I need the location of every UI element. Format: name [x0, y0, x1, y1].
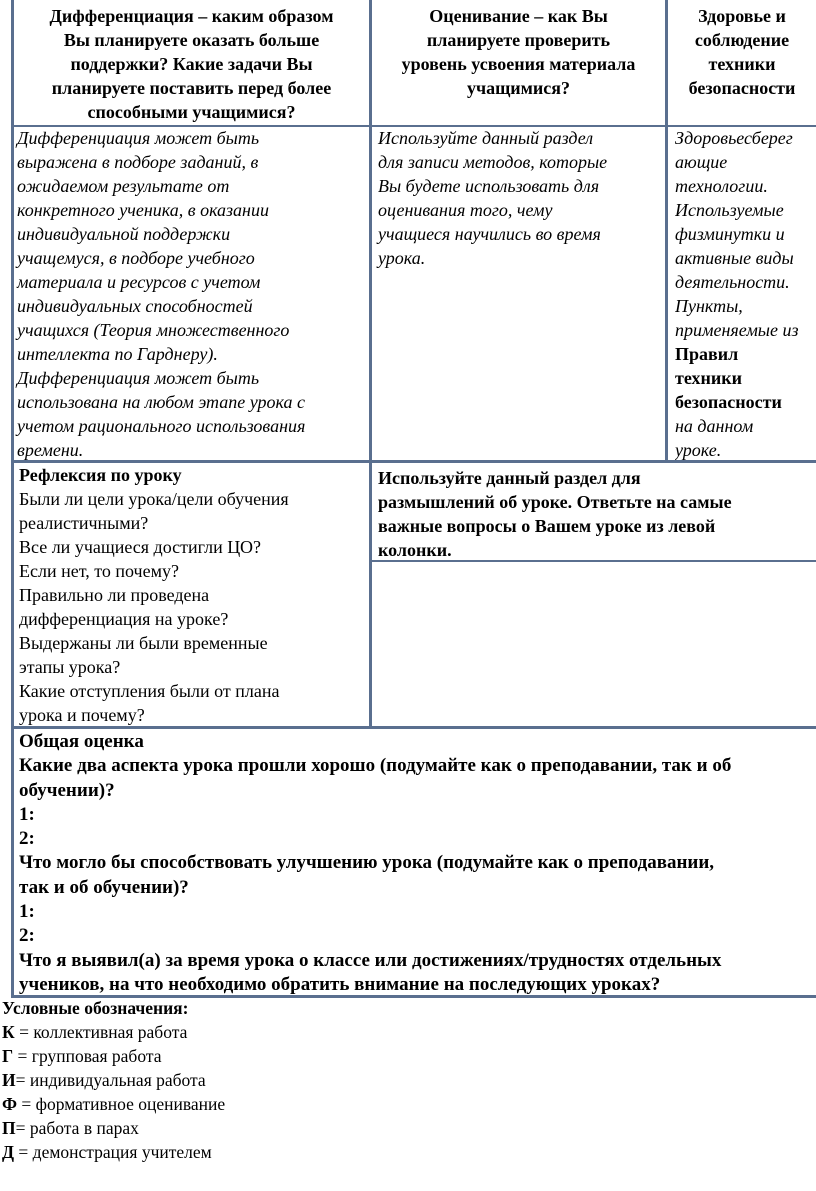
safety-rules-line: техники — [675, 368, 742, 388]
reflection-question-line: урока и почему? — [19, 705, 145, 725]
legend-item — [2, 1092, 802, 1116]
legend-item — [2, 1020, 802, 1044]
legend-text: = индивидуальная работа — [15, 1070, 206, 1090]
text-line: деятельности. — [675, 272, 790, 292]
reflection-question-line: Все ли учащиеся достигли ЦО? — [19, 537, 261, 557]
reflection-questions — [19, 463, 369, 727]
text-line: учащихся (Теория множественного — [17, 320, 290, 340]
legend-key: К — [2, 1022, 15, 1042]
safety-rules-line: Правил — [675, 344, 739, 364]
instruction-line: Используйте данный раздел для — [378, 468, 641, 488]
reflection-question-line: Если нет, то почему? — [19, 561, 179, 581]
reflection-question-line: этапы урока? — [19, 657, 121, 677]
text-line: индивидуальной поддержки — [17, 224, 231, 244]
text-line: ожидаемом результате от — [17, 176, 230, 196]
general-evaluation — [19, 730, 816, 997]
text-line: материала и ресурсов с учетом — [17, 272, 261, 292]
text-line: Дифференциация может быть — [17, 368, 260, 388]
general-question-line: Какие два аспекта урока прошли хорошо (подумайте как о преподавании, так и об — [19, 755, 732, 777]
text-line: уроке. — [675, 440, 722, 460]
differentiation-description — [17, 126, 367, 462]
header-col3-line: безопасности — [688, 78, 796, 98]
header-differentiation — [14, 4, 369, 124]
header-col1-line: Вы планируете оказать больше — [63, 30, 320, 50]
general-question-line: Что я выявил(а) за время урока о классе или достижениях/трудностях отдельных — [19, 949, 722, 971]
text-line: учетом рационального использования — [17, 416, 306, 436]
text-line: конкретного ученика, в оказании — [17, 200, 269, 220]
header-col2-line: Оценивание – как Вы — [429, 6, 608, 26]
header-health-safety — [668, 4, 816, 100]
text-line: выражена в подборе заданий, в — [17, 152, 259, 172]
header-col1-line: поддержки? Какие задачи Вы — [70, 54, 313, 74]
header-col2-line: планируете проверить — [426, 30, 611, 50]
reflection-question-line: Какие отступления были от плана — [19, 681, 280, 701]
legend-title: Условные обозначения: — [2, 998, 189, 1018]
text-line: Здоровьесберег — [675, 128, 793, 148]
legend-text: = работа в парах — [15, 1118, 139, 1138]
header-col1-line: Дифференциация – каким образом — [49, 6, 334, 26]
text-line: Используемые — [675, 200, 784, 220]
health-safety-description — [675, 126, 816, 462]
text-line: Пункты, — [675, 296, 743, 316]
answer-item-label: 2: — [19, 925, 35, 947]
header-col3-line: техники — [708, 54, 776, 74]
header-col2-line: уровень усвоения материала — [401, 54, 636, 74]
text-line: урока. — [378, 248, 426, 268]
legend-key: П — [2, 1118, 16, 1138]
legend-text: = коллективная работа — [14, 1022, 188, 1042]
reflection-answer-area[interactable] — [372, 562, 816, 726]
reflection-question-line: реалистичными? — [19, 513, 149, 533]
general-question-line: учеников, на что необходимо обратить внимание на последующих уроках? — [19, 973, 661, 995]
general-question-line: так и об обучении)? — [19, 876, 189, 898]
legend-item — [2, 1044, 802, 1068]
text-line: для записи методов, которые — [378, 152, 608, 172]
text-line: индивидуальных способностей — [17, 296, 253, 316]
assessment-description — [378, 126, 663, 270]
text-line: учащемуся, в подборе учебного — [17, 248, 255, 268]
reflection-question-line: Правильно ли проведена — [19, 585, 210, 605]
legend-item — [2, 1140, 802, 1164]
text-line: физминутки и — [675, 224, 785, 244]
text-line: времени. — [17, 440, 84, 460]
legend-text: = демонстрация учителем — [14, 1142, 212, 1162]
safety-rules-line: безопасности — [675, 392, 782, 412]
header-col1-line: планируете поставить перед более — [51, 78, 332, 98]
legend-text: = формативное оценивание — [17, 1094, 226, 1114]
answer-item-label: 2: — [19, 828, 35, 850]
legend-text: = групповая работа — [13, 1046, 162, 1066]
header-col3-line: Здоровье и — [698, 6, 786, 26]
general-title: Общая оценка — [19, 731, 144, 752]
general-question-line: обучении)? — [19, 779, 115, 801]
header-col1-line: способными учащимися? — [87, 102, 296, 122]
header-assessment — [372, 4, 665, 100]
reflection-title: Рефлексия по уроку — [19, 465, 182, 485]
text-line: активные виды — [675, 248, 794, 268]
text-line: Дифференциация может быть — [17, 128, 260, 148]
instruction-line: важные вопросы о Вашем уроке из левой — [378, 516, 716, 536]
reflection-question-line: дифференциация на уроке? — [19, 609, 229, 629]
legend-key: Д — [2, 1142, 15, 1162]
instruction-line: размышлений об уроке. Ответьте на самые — [378, 492, 732, 512]
text-line: оценивания того, чему — [378, 200, 553, 220]
text-line: ающие — [675, 152, 728, 172]
text-line: на данном — [675, 416, 754, 436]
text-line: Используйте данный раздел — [378, 128, 594, 148]
text-line: применяемые из — [675, 320, 799, 340]
legend-item — [2, 1116, 802, 1140]
text-line: технологии. — [675, 176, 768, 196]
header-col3-line: соблюдение — [694, 30, 790, 50]
legend-key: И — [2, 1070, 16, 1090]
header-col2-line: учащимися? — [466, 78, 571, 98]
table-border-left — [11, 0, 14, 998]
reflection-question-line: Выдержаны ли были временные — [19, 633, 268, 653]
legend-key: Ф — [2, 1094, 18, 1114]
answer-item-label: 1: — [19, 901, 35, 923]
instruction-line: колонки. — [378, 540, 452, 560]
legend-key: Г — [2, 1046, 14, 1066]
text-line: интеллекта по Гарднеру). — [17, 344, 218, 364]
answer-item-label: 1: — [19, 803, 35, 825]
text-line: учащиеся научились во время — [378, 224, 601, 244]
legend-item — [2, 1068, 802, 1092]
reflection-instructions — [378, 466, 814, 562]
legend — [2, 996, 802, 1164]
general-question-line: Что могло бы способствовать улучшению урока (подумайте как о преподавании, — [19, 852, 715, 874]
text-line: использована на любом этапе урока с — [17, 392, 305, 412]
reflection-question-line: Были ли цели урока/цели обучения — [19, 489, 289, 509]
text-line: Вы будете использовать для — [378, 176, 600, 196]
